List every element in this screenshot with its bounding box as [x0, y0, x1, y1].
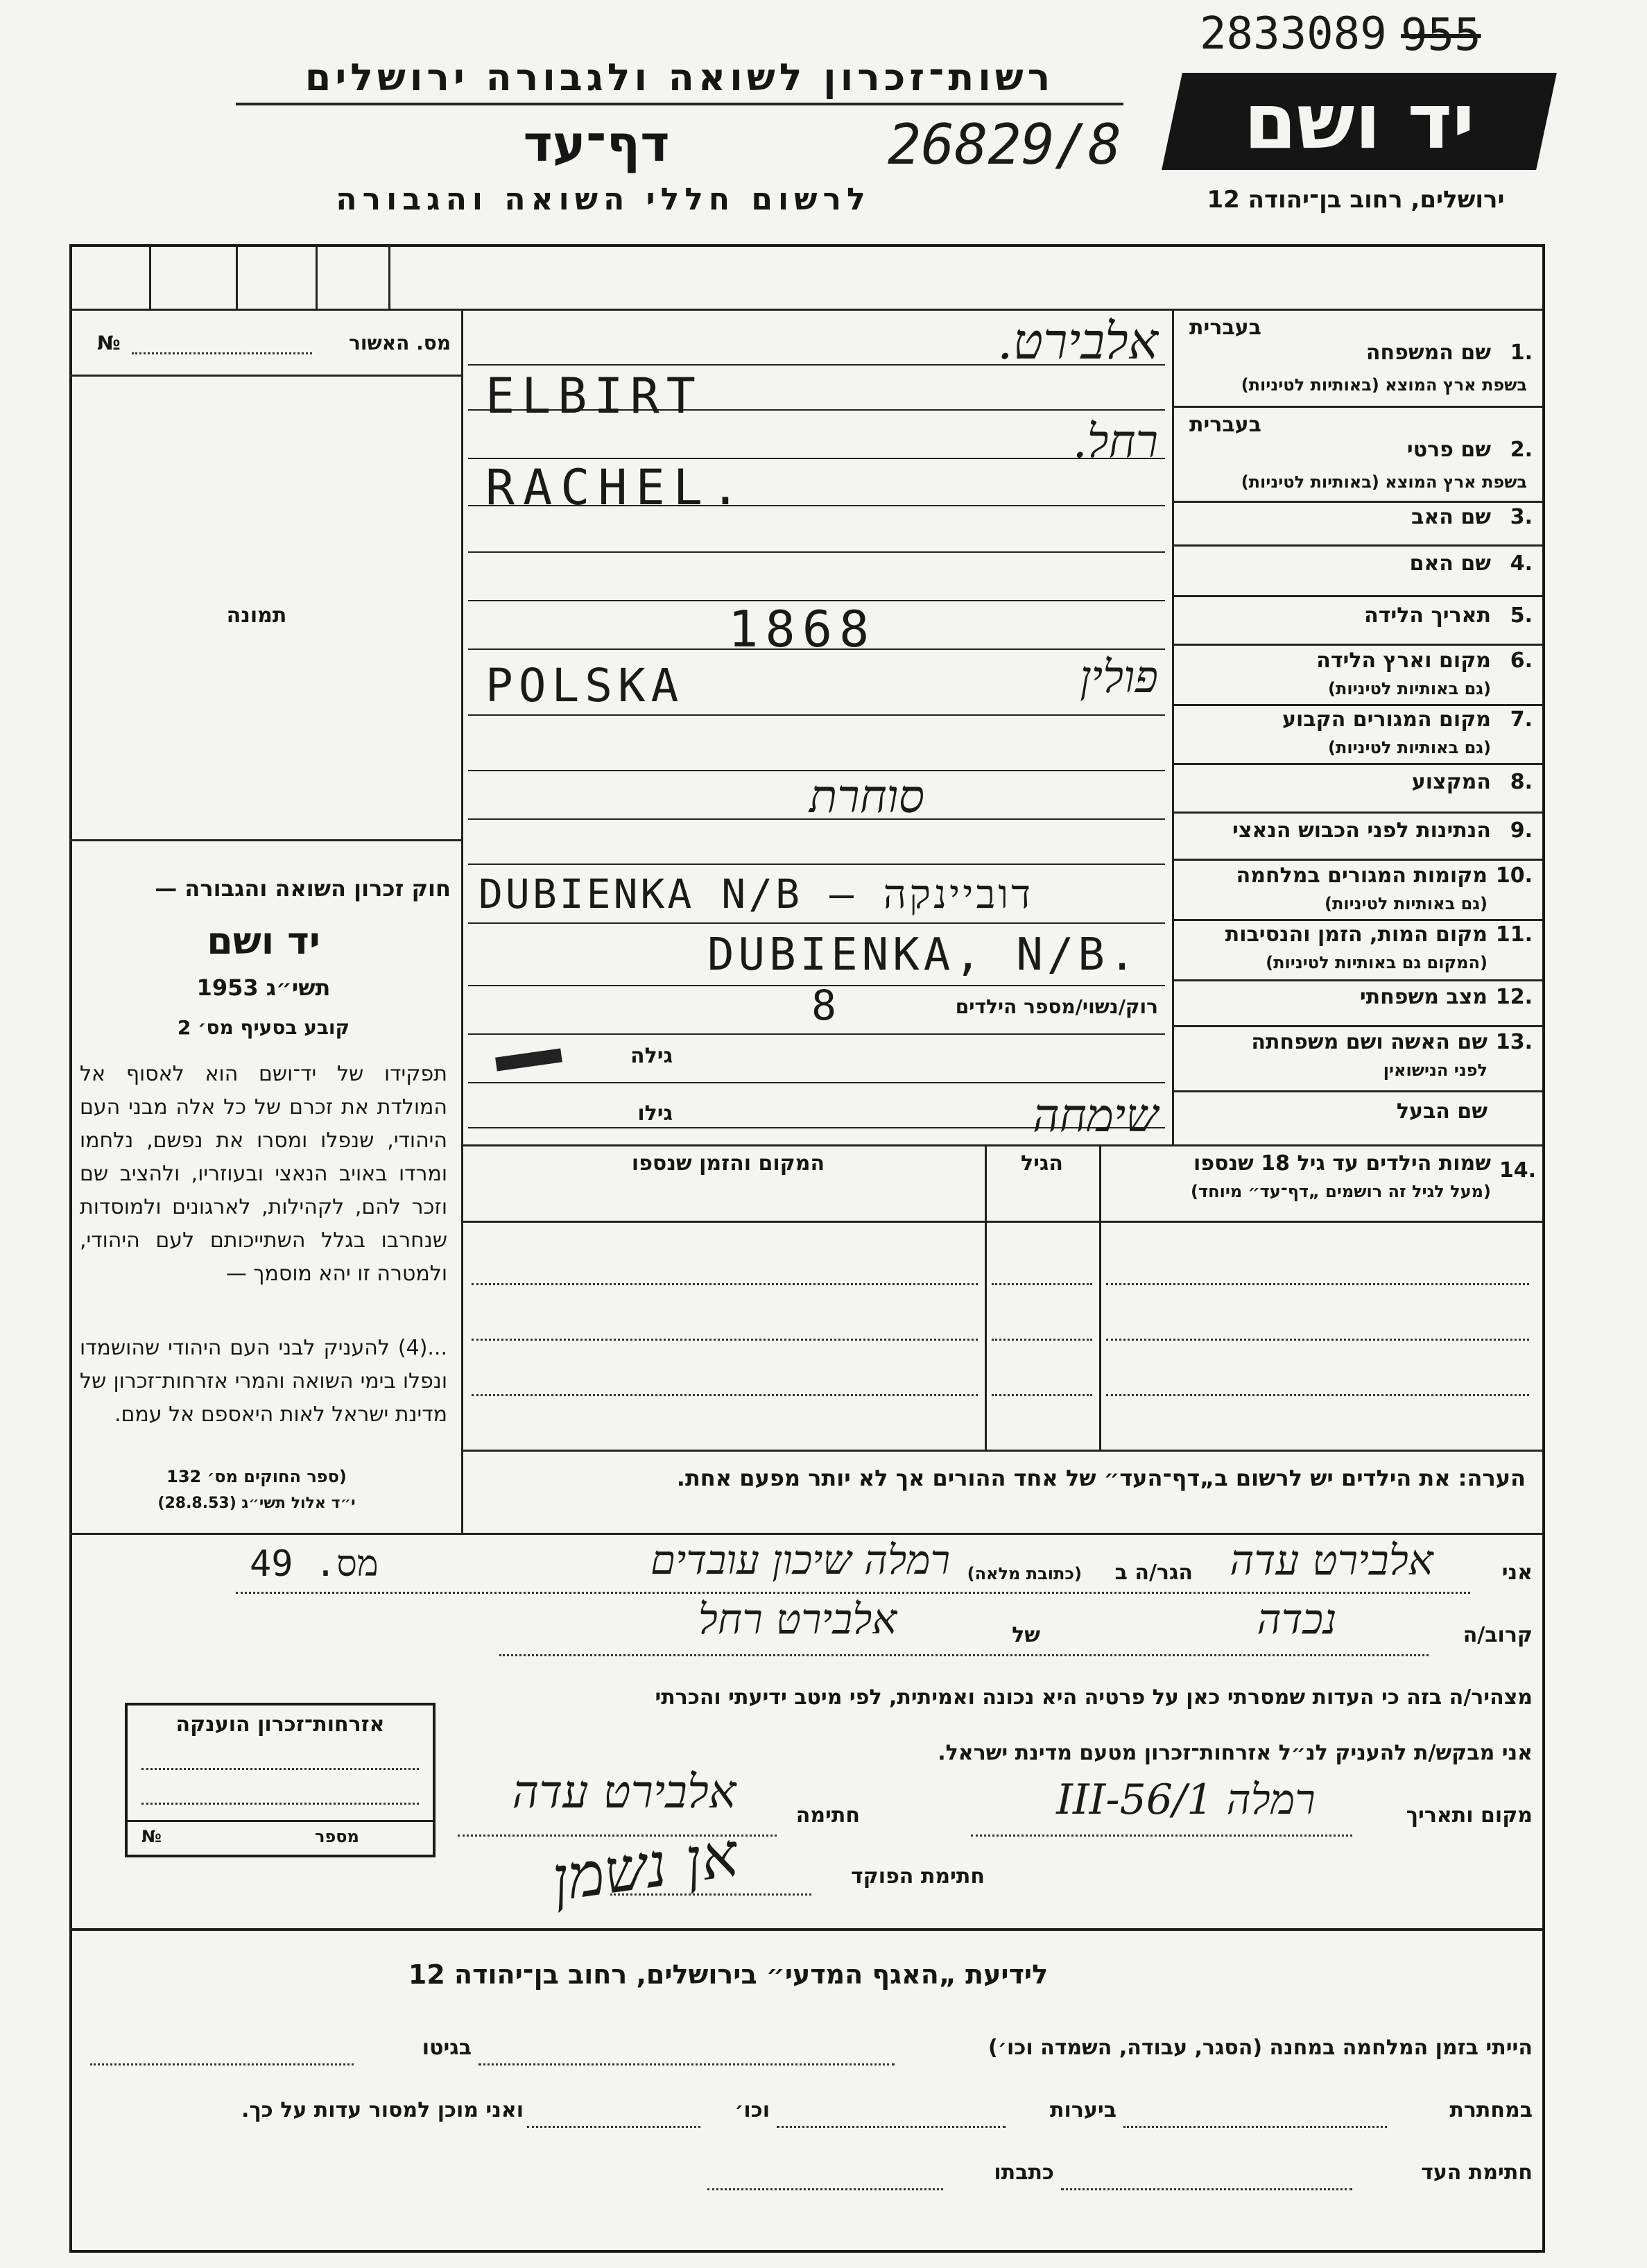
death-place: DUBIENKA, N/B. — [707, 929, 1140, 981]
archive-number-2: 955 — [1401, 10, 1481, 61]
surname-hebrew: אלבירט. — [997, 312, 1158, 370]
decl-of: של — [1012, 1623, 1040, 1647]
decl-name: אלבירט עדה — [1230, 1536, 1433, 1585]
firstname-latin: RACHEL. — [485, 459, 749, 516]
field-label-2: בעברית 2. שם פרטי בשפת ארץ המוצא (באותיות לטיניות) — [1189, 413, 1533, 492]
footer-underground: במחתרת — [1449, 2098, 1533, 2122]
footer-camp: הייתי בזמן המלחמה במחנה (הסגר, עבודה, השמדה וכו׳) — [988, 2036, 1533, 2060]
decl-line3: מצהיר/ה בזה כי העדות שמסרתי כאן על פרטיה היא נכונה ואמיתית, לפי מיטב ידיעתי והכרתי — [655, 1685, 1533, 1710]
photo-label: תמונה — [226, 603, 287, 628]
decl-resides: הגר/ה ב — [1114, 1561, 1193, 1585]
footer-title: לידיעת „האגף המדעי״ בירושלים, רחוב בן־יהודה 12 — [408, 1959, 1049, 1990]
field-label-11: 11. מקום המות, הזמן והנסיבות (המקום גם באותיות לטיניות) — [1225, 922, 1533, 972]
law-year: תשי״ג 1953 — [196, 974, 331, 1001]
approval-number-label: מס. האשור — [349, 332, 451, 354]
law-name: יד ושם — [207, 919, 320, 963]
officer-signature: אן נשמן — [547, 1818, 743, 1916]
citizenship-box — [125, 1703, 436, 1857]
approval-number-row — [90, 332, 451, 359]
archive-number: 2833089 — [1200, 8, 1387, 60]
address: ירושלים, רחוב בן־יהודה 12 — [1207, 186, 1505, 214]
field-label-12: 12. מצב משפחתי — [1359, 985, 1533, 1009]
logo-text: יד ושם — [1243, 77, 1475, 166]
decl-place-date: רמלה 1/III-56 — [1056, 1776, 1316, 1824]
field-label-6: 6. מקום וארץ הלידה (גם באותיות לטיניות) — [1316, 648, 1533, 698]
law-text-1: תפקידו של יד־ושם הוא לאסוף אל המולדת את זכרם של כל אלה מבני העם היהודי, שנפלו ומסרו את נפשם, נלחמו ומרדו באויב הנאצי ובעוזריו, ולהציב שם וזכר להם, לקהילות, לארגונים ולמוסדות שנחרבו בגלל השתייכותם לעם היהודי, ולמטרה זו יהא מוסמך — — [80, 1062, 447, 1286]
field-label-7: 7. מקום המגורים הקבוע (גם באותיות לטיניות) — [1282, 707, 1533, 757]
decl-signature-label: חתימה — [795, 1803, 860, 1828]
form-title: דף־עד — [523, 114, 670, 173]
footer-willing: ואני מוכן למסור עדות על כך. — [241, 2098, 524, 2122]
birth-place-latin: POLSKA — [485, 659, 684, 712]
birth-place-hebrew: פולין — [1080, 652, 1158, 703]
authority-underline — [236, 103, 1123, 105]
decl-line4: אני מבקש/ת להעניק לנ״ל אזרחות־זכרון מטעם מדינת ישראל. — [938, 1741, 1533, 1765]
profession: סוחרת — [809, 770, 925, 823]
firstname-hebrew: רחל. — [1072, 415, 1158, 468]
decl-prefix: אני — [1501, 1561, 1533, 1585]
yad-vashem-logo — [1162, 73, 1557, 170]
approval-number-sign: № — [97, 332, 121, 354]
field-label-husband: שם הבעל — [1396, 1099, 1488, 1124]
footer-witness-signature: חתימת העד — [1421, 2160, 1533, 2185]
decl-address-label: (כתובת מלאה) — [967, 1564, 1082, 1583]
decl-relation: נכדה — [1257, 1595, 1337, 1644]
form-subtitle: לרשום חללי השואה והגבורה — [336, 182, 871, 217]
authority-title: רשות־זכרון לשואה ולגבורה ירושלים — [304, 55, 1055, 99]
children-table-header: 14. שמות הילדים עד גיל 18 שנספו (מעל לגיל זה רושמים „דף־עד״ מיוחד) — [1191, 1151, 1536, 1201]
children-col-place-time: המקום והזמן שנספו — [631, 1151, 825, 1176]
law-source: (ספר החוקים מס׳ 132 — [166, 1467, 347, 1486]
decl-relation-prefix: קרוב/ה — [1463, 1623, 1533, 1647]
decl-place-date-label: מקום ותאריך — [1406, 1803, 1533, 1828]
law-title: חוק זכרון השואה והגבורה — — [155, 875, 451, 902]
decl-address: רמלה שיכון עובדים — [650, 1536, 950, 1583]
law-clause: קובע בסעיף מס׳ 2 — [177, 1016, 350, 1039]
children-col-age: הגיל — [1021, 1151, 1063, 1176]
law-text-2: ...(4) להעניק לבני העם היהודי שהושמדו ונפלו בימי השואה והמרי אזרחות־זכרון של מדינת ישראל לאות היאספם אל עמם. — [80, 1336, 447, 1427]
note: הערה: את הילדים יש לרשום ב„דף־העד״ של אחד ההורים אך לא יותר מפעם אחת. — [676, 1465, 1526, 1491]
citizenship-number-label: מספר — [315, 1827, 359, 1846]
decl-house-number: מס. 49 — [250, 1543, 379, 1585]
decl-officer-label: חתימת הפוקד — [851, 1864, 985, 1889]
footer-etc: וכו׳ — [734, 2098, 770, 2122]
decl-relative-name: אלבירט רחל — [698, 1595, 897, 1644]
field-label-9: 9. הנתינות לפני הכבוש הנאצי — [1232, 818, 1533, 843]
wife-age-label: גילה — [630, 1044, 673, 1068]
labels-column-divider — [1172, 309, 1174, 1144]
birth-date: 1868 — [728, 600, 877, 658]
citizenship-number-sign: № — [141, 1827, 162, 1846]
field-label-1: בעברית 1. שם המשפחה בשפת ארץ המוצא (באותיות לטיניות) — [1189, 316, 1533, 395]
footer-forests: ביערות — [1050, 2098, 1116, 2122]
surname-latin: ELBIRT — [485, 368, 702, 424]
field-label-10: 10. מקומות המגורים במלחמה (גם באותיות לטיניות) — [1236, 864, 1533, 913]
husband-age-label: גילו — [637, 1101, 673, 1126]
field-label-3: 3. שם האב — [1411, 505, 1533, 529]
field-label-5: 5. תאריך הלידה — [1364, 603, 1533, 628]
marital-status-label: רוק/נשוי/מספר הילדים — [955, 995, 1158, 1018]
left-column-divider — [461, 309, 463, 1533]
footer-address: כתבתו — [994, 2160, 1054, 2185]
decl-signature: אלבירט עדה — [512, 1765, 736, 1819]
field-label-8: 8. המקצוע — [1411, 770, 1533, 794]
handwritten-reference: 26829/8 — [888, 112, 1122, 177]
husband-name: שימחה — [1033, 1089, 1158, 1142]
field-label-4: 4. שם האם — [1409, 551, 1533, 576]
law-date: י״ד אלול תשי״ג (28.8.53) — [157, 1495, 356, 1512]
wartime-residence: DUBIENKA N/B — דוביינקה — [478, 870, 1034, 918]
footer-ghetto: בגיטו — [422, 2036, 472, 2060]
children-count: 8 — [811, 981, 837, 1030]
field-label-13: 13. שם האשה ושם משפחתה לפני הנישואין — [1251, 1030, 1533, 1080]
citizenship-title: אזרחות־זכרון הוענקה — [175, 1712, 385, 1737]
